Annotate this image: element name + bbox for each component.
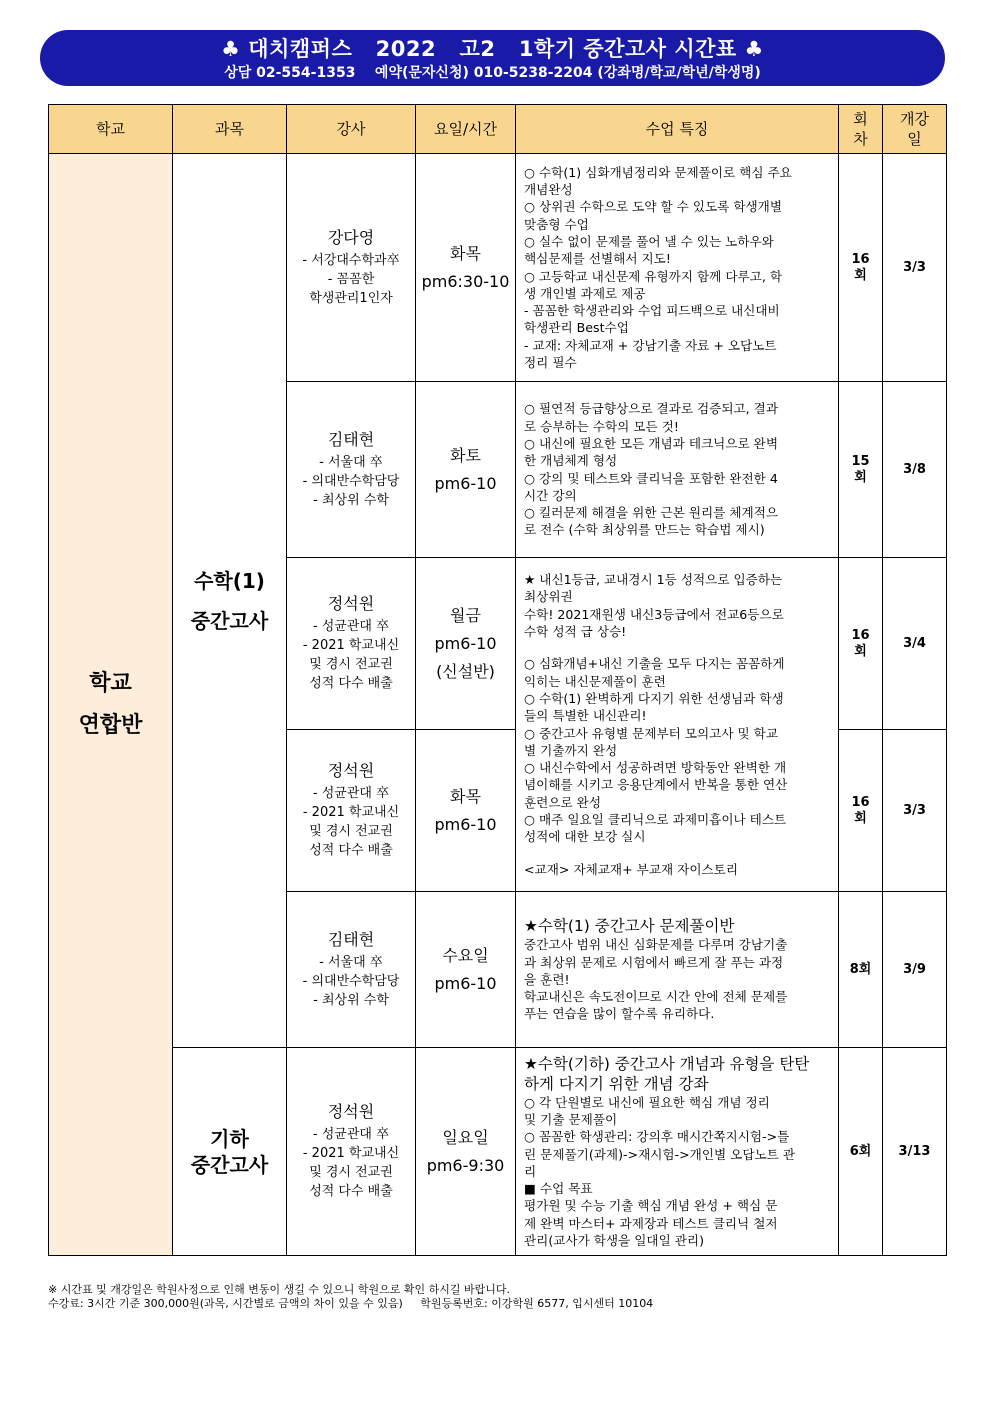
time-days: 수요일 bbox=[442, 945, 489, 965]
footer-note: ※ 시간표 및 개강일은 학원사정으로 인해 변동이 생길 수 있으니 학원으로 확인 하시길 바랍니다. bbox=[48, 1283, 510, 1296]
count-number: 16 bbox=[851, 794, 870, 810]
instructor-detail: - 2021 학교내신 bbox=[302, 1146, 400, 1161]
open-date-cell: 3/3 bbox=[883, 730, 947, 892]
instructor-name: 강다영 bbox=[327, 227, 375, 247]
footer-notes bbox=[48, 1283, 653, 1311]
instructor-detail: - 서울대 卒 bbox=[319, 954, 383, 970]
banner-title: ♣ 대치캠퍼스 2022 고2 1학기 중간고사 시간표 ♣ bbox=[221, 37, 764, 61]
instructor-cell bbox=[287, 558, 416, 730]
header-time: 요일/시간 bbox=[416, 105, 516, 154]
feature-line: ■ 수업 목표 bbox=[524, 1181, 593, 1197]
features-cell bbox=[516, 892, 839, 1048]
instructor-name: 김태현 bbox=[327, 929, 375, 949]
feature-line: 별 기출까지 완성 bbox=[524, 742, 618, 758]
time-hours: pm6:30-10 bbox=[421, 271, 510, 291]
time-days: 화토 bbox=[450, 445, 481, 465]
header-count bbox=[839, 105, 883, 154]
time-cell bbox=[416, 892, 516, 1048]
header-count-line1: 회 bbox=[853, 110, 868, 128]
instructor-cell bbox=[287, 382, 416, 558]
header-open bbox=[883, 105, 947, 154]
feature-line: ○ 실수 없이 문제를 풀어 낼 수 있는 노하우와 bbox=[524, 233, 774, 249]
count-number: 15 bbox=[851, 453, 870, 469]
header-row bbox=[49, 105, 947, 154]
feature-title: 하게 다지기 위한 개념 강좌 bbox=[524, 1074, 709, 1093]
time-days: 화목 bbox=[450, 243, 481, 263]
instructor-detail: - 성균관대 卒 bbox=[312, 1127, 390, 1142]
features-cell bbox=[516, 382, 839, 558]
subject-geometry-line2: 중간고사 bbox=[190, 1152, 269, 1177]
feature-line: 성적에 대한 보강 실시 bbox=[524, 829, 646, 845]
instructor-detail: - 최상위 수학 bbox=[313, 992, 389, 1008]
instructor-cell bbox=[287, 1048, 416, 1256]
instructor-detail: - 최상위 수학 bbox=[313, 492, 389, 508]
header-instructor: 강사 bbox=[287, 105, 416, 154]
instructor-detail: - 2021 학교내신 bbox=[302, 805, 400, 820]
school-line1: 학교 bbox=[89, 670, 132, 696]
header-features: 수업 특징 bbox=[516, 105, 839, 154]
feature-line: 린 문제풀기(과제)->재시험->개인별 오답노트 관 bbox=[524, 1146, 796, 1162]
count-unit: 회 bbox=[854, 810, 867, 826]
count-number: 16 bbox=[851, 251, 870, 267]
feature-line: ○ 수학(1) 심화개념정리와 문제풀이로 핵심 주요 bbox=[524, 164, 792, 180]
feature-line: ○ 각 단원별로 내신에 필요한 핵심 개념 정리 bbox=[524, 1094, 770, 1110]
feature-line: ★ 내신1등급, 교내경시 1등 성적으로 입증하는 bbox=[524, 572, 783, 588]
instructor-name: 정석원 bbox=[327, 1102, 375, 1121]
feature-line: 학교내신은 속도전이므로 시간 안에 전체 문제를 bbox=[524, 989, 788, 1005]
feature-line: ○ 심화개념+내신 기출을 모두 다지는 꼼꼼하게 bbox=[524, 656, 785, 672]
feature-line: 을 훈련! bbox=[524, 971, 570, 987]
feature-line: <교재> 자체교재+ 부교재 자이스토리 bbox=[524, 861, 738, 877]
feature-line: 익히는 내신문제풀이 훈련 bbox=[524, 673, 666, 689]
count-cell: 8회 bbox=[839, 892, 883, 1048]
open-date-cell: 3/8 bbox=[883, 382, 947, 558]
header-banner bbox=[40, 30, 945, 86]
feature-line: 핵심문제를 선별해서 지도! bbox=[524, 251, 671, 267]
banner-subtitle: 상담 02-554-1353 예약(문자신청) 010-5238-2204 (강좌명/학교/학년/학생명) bbox=[224, 65, 761, 81]
time-cell bbox=[416, 558, 516, 730]
feature-line: 생 개인별 과제로 제공 bbox=[524, 285, 646, 301]
feature-line: 념이해를 시키고 응용단계에서 반복을 통한 연산 bbox=[524, 777, 788, 793]
feature-line: 관리(교사가 학생을 일대일 관리) bbox=[524, 1233, 704, 1249]
open-date-cell: 3/4 bbox=[883, 558, 947, 730]
feature-line: 학생관리 Best수업 bbox=[524, 320, 629, 336]
feature-line: ○ 고등학교 내신문제 유형까지 함께 다루고, 학 bbox=[524, 268, 782, 284]
feature-line: 들의 특별한 내신관리! bbox=[524, 708, 647, 724]
instructor-detail: - 성균관대 卒 bbox=[312, 786, 390, 801]
feature-line: 맞춤형 수업 bbox=[524, 216, 589, 232]
count-number: 16 bbox=[851, 627, 870, 643]
feature-line: 로 승부하는 수학의 모든 것! bbox=[524, 418, 679, 434]
count-unit: 회 bbox=[854, 267, 867, 283]
feature-line: 리 bbox=[524, 1163, 537, 1179]
footer-fee: 수강료: 3시간 기준 300,000원(과목, 시간별로 금액의 차이 있을 수 있음) 학원등록번호: 이강학원 6577, 입시센터 10104 bbox=[48, 1297, 654, 1310]
time-hours: pm6-9:30 bbox=[426, 1155, 505, 1175]
feature-line: - 교재: 자체교재 + 강남기출 자료 + 오답노트 bbox=[524, 337, 777, 353]
instructor-detail: - 성균관대 卒 bbox=[312, 619, 390, 634]
feature-line: 푸는 연습을 많이 할수록 유리하다. bbox=[524, 1006, 715, 1022]
count-cell bbox=[839, 558, 883, 730]
subject-math1-line1: 수학(1) bbox=[194, 568, 265, 593]
time-hours: pm6-10 bbox=[434, 633, 497, 653]
instructor-detail: - 서울대 卒 bbox=[319, 454, 383, 470]
header-open-line1: 개강 bbox=[900, 110, 929, 128]
instructor-detail: 성적 다수 배출 bbox=[309, 1184, 393, 1199]
timetable bbox=[48, 104, 947, 1256]
time-days: 화목 bbox=[450, 786, 481, 806]
header-open-line2: 일 bbox=[907, 130, 922, 148]
subject-math1-line2: 중간고사 bbox=[190, 608, 269, 633]
feature-line: ○ 상위권 수학으로 도약 할 수 있도록 학생개별 bbox=[524, 199, 782, 215]
feature-line: ○ 중간고사 유형별 문제부터 모의고사 및 학교 bbox=[524, 725, 778, 741]
feature-line: 훈련으로 완성 bbox=[524, 794, 601, 810]
feature-line: ○ 내신에 필요한 모든 개념과 테크닉으로 완벽 bbox=[524, 435, 778, 451]
open-date-cell: 3/3 bbox=[883, 154, 947, 382]
instructor-cell bbox=[287, 892, 416, 1048]
instructor-detail: - 꼼꼼한 bbox=[327, 271, 375, 287]
table-row bbox=[49, 1048, 947, 1256]
feature-line: ○ 강의 및 테스트와 클리닉을 포함한 완전한 4 bbox=[524, 470, 778, 486]
time-cell bbox=[416, 730, 516, 892]
feature-line: 최상위권 bbox=[524, 589, 573, 605]
instructor-detail: - 의대반수학담당 bbox=[302, 973, 400, 989]
feature-spacer bbox=[524, 846, 830, 861]
features-cell-merged bbox=[516, 558, 839, 892]
open-date-cell: 3/13 bbox=[883, 1048, 947, 1256]
feature-line: 시간 강의 bbox=[524, 487, 577, 503]
instructor-detail: 및 경시 전교권 bbox=[309, 824, 393, 839]
feature-line: 제 완벽 마스터+ 과제장과 테스트 클리닉 철저 bbox=[524, 1215, 778, 1231]
time-hours: pm6-10 bbox=[434, 973, 497, 993]
time-cell bbox=[416, 1048, 516, 1256]
feature-line: ○ 꼼꼼한 학생관리: 강의후 매시간쪽지시험->틀 bbox=[524, 1129, 790, 1145]
feature-line: ○ 필연적 등급향상으로 결과로 검증되고, 결과 bbox=[524, 401, 778, 417]
header-count-line2: 차 bbox=[853, 130, 868, 148]
open-date-cell: 3/9 bbox=[883, 892, 947, 1048]
feature-line: ○ 수학(1) 완벽하게 다지기 위한 선생님과 학생 bbox=[524, 690, 784, 706]
time-cell bbox=[416, 154, 516, 382]
feature-line: 과 최상위 문제로 시험에서 빠르게 잘 푸는 과정 bbox=[524, 954, 784, 970]
feature-line: 개념완성 bbox=[524, 182, 573, 198]
instructor-name: 정석원 bbox=[327, 594, 375, 613]
feature-line: 정리 필수 bbox=[524, 354, 577, 370]
school-line2: 연합반 bbox=[78, 712, 143, 738]
instructor-detail: - 2021 학교내신 bbox=[302, 638, 400, 653]
count-cell bbox=[839, 730, 883, 892]
feature-line: 및 기출 문제풀이 bbox=[524, 1111, 618, 1127]
table-row bbox=[49, 154, 947, 382]
count-unit: 회 bbox=[854, 469, 867, 485]
instructor-detail: 성적 다수 배출 bbox=[309, 676, 393, 691]
feature-line: ○ 매주 일요일 클리닉으로 과제미흡이나 테스트 bbox=[524, 811, 787, 827]
feature-line: 로 전수 (수학 최상위를 만드는 학습법 제시) bbox=[524, 522, 765, 538]
time-hours: pm6-10 bbox=[434, 473, 497, 493]
header-school: 학교 bbox=[49, 105, 173, 154]
time-note: (신설반) bbox=[436, 661, 495, 681]
subject-math1 bbox=[173, 154, 287, 1048]
subject-geometry-line1: 기하 bbox=[210, 1126, 249, 1151]
feature-line: 중간고사 범위 내신 심화문제를 다루며 강남기출 bbox=[524, 937, 788, 953]
instructor-name: 김태현 bbox=[327, 429, 375, 449]
feature-line: - 꼼꼼한 학생관리와 수업 피드백으로 내신대비 bbox=[524, 303, 780, 319]
feature-line: 수학 성적 급 상승! bbox=[524, 624, 627, 640]
instructor-detail: - 의대반수학담당 bbox=[302, 473, 400, 489]
instructor-detail: 및 경시 전교권 bbox=[309, 657, 393, 672]
instructor-detail: 학생관리1인자 bbox=[309, 290, 393, 306]
feature-line: ○ 킬러문제 해결을 위한 근본 원리를 체계적으 bbox=[524, 505, 778, 521]
count-cell: 6회 bbox=[839, 1048, 883, 1256]
feature-title: ★수학(1) 중간고사 문제풀이반 bbox=[524, 917, 735, 936]
school-cell bbox=[49, 154, 173, 1256]
count-unit: 회 bbox=[854, 643, 867, 659]
time-days: 월금 bbox=[450, 605, 481, 625]
feature-line: 수학! 2021재원생 내신3등급에서 전교6등으로 bbox=[524, 606, 784, 622]
instructor-name: 정석원 bbox=[327, 761, 375, 780]
instructor-detail: 및 경시 전교권 bbox=[309, 1165, 393, 1180]
features-cell bbox=[516, 154, 839, 382]
feature-title: ★수학(기하) 중간고사 개념과 유형을 탄탄 bbox=[524, 1054, 810, 1073]
count-cell bbox=[839, 154, 883, 382]
instructor-detail: - 서강대수학과卒 bbox=[302, 252, 400, 268]
instructor-cell bbox=[287, 730, 416, 892]
feature-spacer bbox=[524, 640, 830, 655]
instructor-detail: 성적 다수 배출 bbox=[309, 843, 393, 858]
feature-line: 평가원 및 수능 기출 핵심 개념 완성 + 핵심 문 bbox=[524, 1198, 778, 1214]
time-days: 일요일 bbox=[442, 1127, 489, 1147]
features-cell bbox=[516, 1048, 839, 1256]
subject-geometry bbox=[173, 1048, 287, 1256]
time-cell bbox=[416, 382, 516, 558]
instructor-cell bbox=[287, 154, 416, 382]
time-hours: pm6-10 bbox=[434, 814, 497, 834]
feature-line: 한 개념체계 형성 bbox=[524, 453, 618, 469]
count-cell bbox=[839, 382, 883, 558]
feature-line: ○ 내신수학에서 성공하려면 방학동안 완벽한 개 bbox=[524, 760, 787, 776]
header-subject: 과목 bbox=[173, 105, 287, 154]
